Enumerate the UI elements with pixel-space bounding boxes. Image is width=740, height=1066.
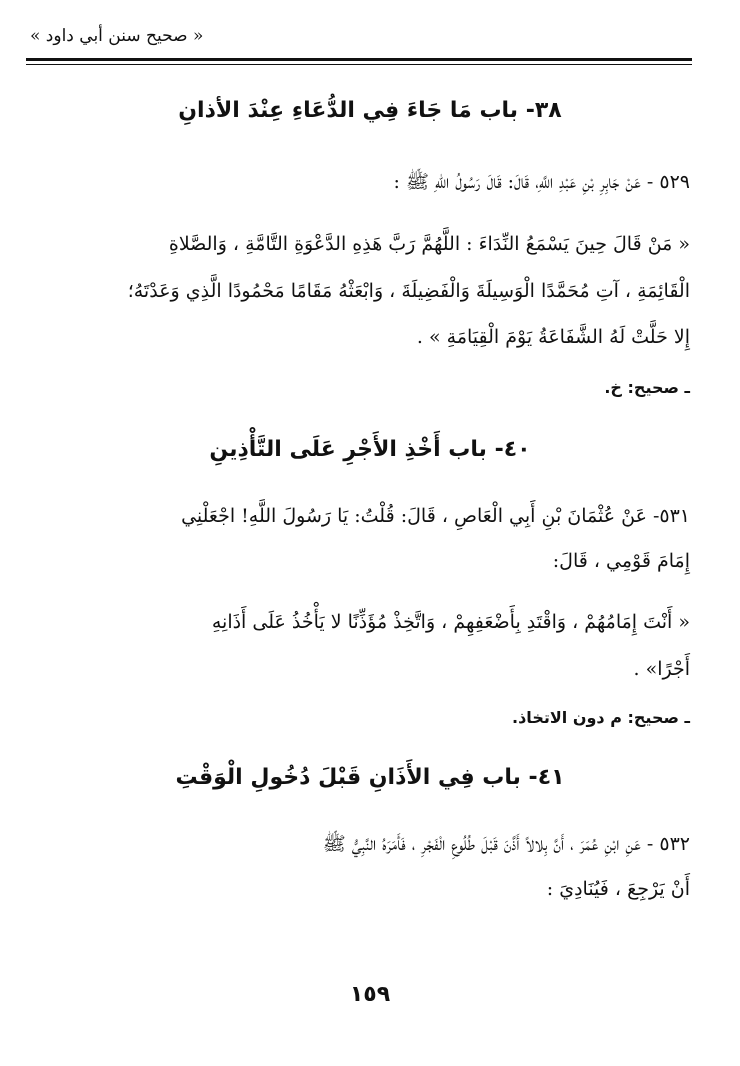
hadith-532-intro-line: أَنْ يَرْجِعَ ، فَيُنَادِيَ :	[546, 878, 690, 900]
page-number: ١٥٩	[349, 982, 391, 1007]
hadith-532-intro-line: ٥٣٢ - عَنِ ابْنِ عُمَرَ ، أَنَّ بِلالاً أَذَّنَ قَبْلَ طُلُوعِ الْفَجْرِ ، فَأَمَرَهُ النَّبِيُّ ﷺ	[322, 833, 690, 855]
hadith-529-text-line: الْقَائِمَةِ ، آتِ مُحَمَّدًا الْوَسِيلَةَ وَالْفَضِيلَةَ ، وَابْعَثْهُ مَقَامًا مَحْمُودًا الَّذِي وَعَدْتَهُ؛	[127, 280, 690, 302]
hadith-529-grade: ـ صحيح: خ.	[604, 378, 690, 397]
hadith-529-text-line: « مَنْ قَالَ حِينَ يَسْمَعُ النِّدَاءَ : اللَّهُمَّ رَبَّ هَذِهِ الدَّعْوَةِ التَّامَّةِ ، وَالصَّلاةِ	[168, 233, 690, 255]
hadith-531-grade: ـ صحيح: م دون الاتخاذ.	[512, 708, 690, 727]
hadith-531-text-line: « أَنْتَ إِمَامُهُمْ ، وَاقْتَدِ بِأَضْعَفِهِمْ ، وَاتَّخِذْ مُؤَذِّنًا لا يَأْخُذُ عَلَى أَذَانِهِ	[211, 611, 690, 633]
running-header-title: « صحيح سنن أبي داود »	[30, 26, 204, 46]
hadith-529-intro: ٥٢٩ - عَنْ جَابِرِ بْنِ عَبْدِ اللَّهِ، قَالَ: قَالَ رَسُولُ اللهِ ﷺ :	[393, 171, 690, 193]
chapter-heading-38: ٣٨- باب مَا جَاءَ فِي الدُّعَاءِ عِنْدَ الأذانِ	[178, 98, 562, 123]
hadith-531-intro-line: إِمَامَ قَوْمِي ، قَالَ:	[552, 550, 690, 572]
header-rule-thin	[26, 64, 692, 65]
hadith-531-text-line: أَجْرًا» .	[633, 658, 690, 680]
chapter-heading-40: ٤٠- باب أَخْذِ الأَجْرِ عَلَى التَّأْذِينِ	[209, 437, 531, 462]
header-rule-thick	[26, 58, 692, 61]
chapter-heading-41: ٤١- باب فِي الأَذَانِ قَبْلَ دُخُولِ الْوَقْتِ	[175, 765, 565, 790]
hadith-531-intro-line: ٥٣١- عَنْ عُثْمَانَ بْنِ أَبِي الْعَاصِ ، قَالَ: قُلْتُ: يَا رَسُولَ اللَّهِ! اجْعَلْنِي	[181, 505, 690, 527]
hadith-529-text-line: إِلا حَلَّتْ لَهُ الشَّفَاعَةُ يَوْمَ الْقِيَامَةِ » .	[416, 326, 690, 348]
